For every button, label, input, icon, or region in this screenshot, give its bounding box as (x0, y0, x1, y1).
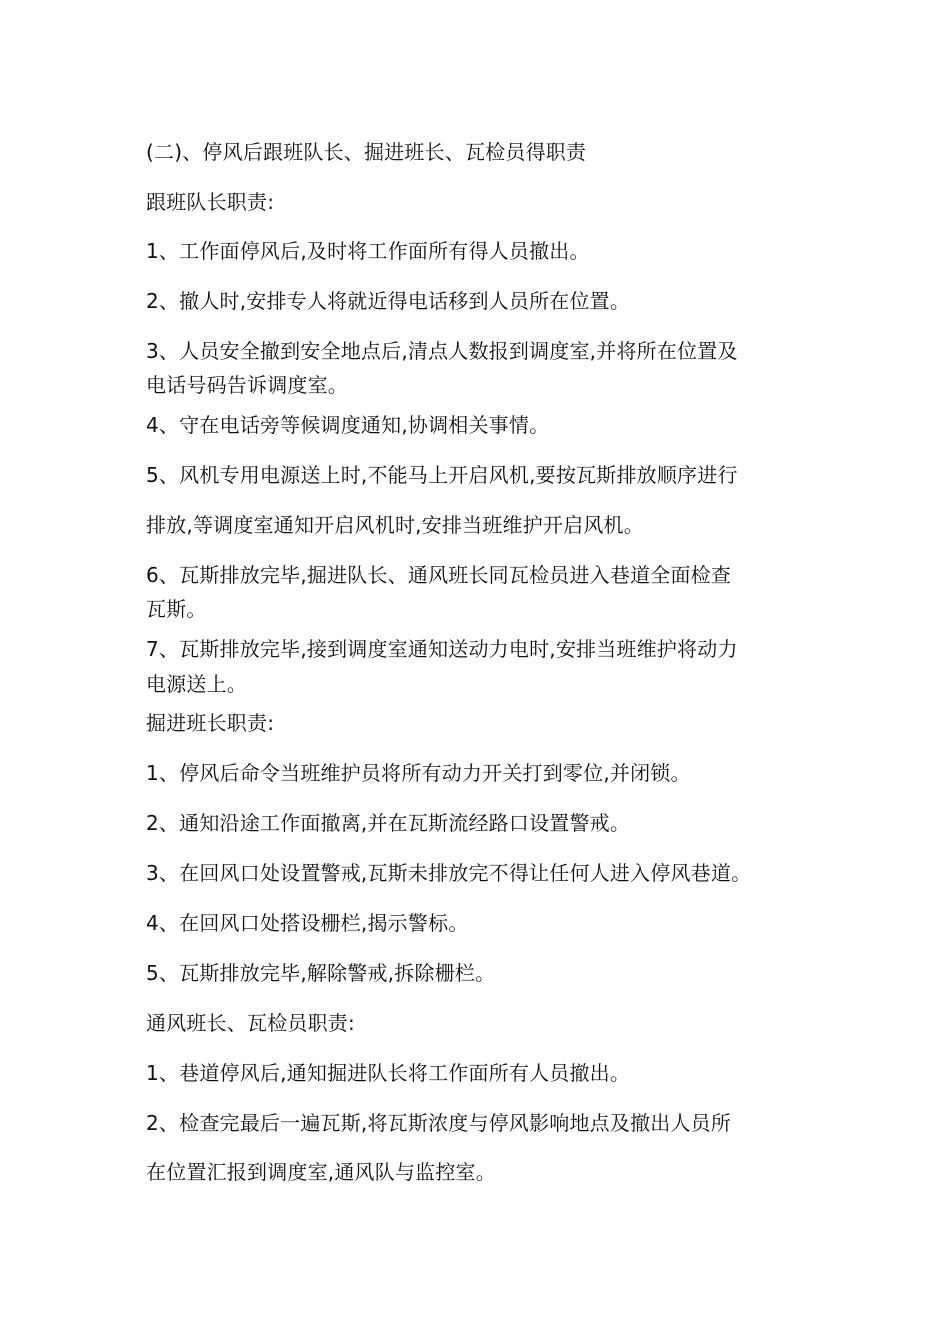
paragraph-line: 排放,等调度室通知开启风机时,安排当班维护开启风机。 (146, 513, 644, 537)
paragraph-line: 3、在回风口处设置警戒,瓦斯未排放完不得让任何人进入停风巷道。 (146, 861, 752, 885)
paragraph-line: 5、风机专用电源送上时,不能马上开启风机,要按瓦斯排放顺序进行 (146, 463, 738, 487)
paragraph-line: 电话号码告诉调度室。 (146, 373, 348, 397)
subheading-team-leader: 跟班队长职责: (146, 190, 275, 214)
paragraph-line: 4、守在电话旁等候调度通知,协调相关事情。 (146, 413, 550, 437)
subheading-ventilation-leader: 通风班长、瓦检员职责: (146, 1011, 355, 1035)
paragraph-line: 2、检查完最后一遍瓦斯,将瓦斯浓度与停风影响地点及撤出人员所 (146, 1111, 732, 1135)
subheading-excavation-leader: 掘进班长职责: (146, 711, 275, 735)
paragraph-line: 5、瓦斯排放完毕,解除警戒,拆除栅栏。 (146, 961, 496, 985)
paragraph-line: 3、人员安全撤到安全地点后,清点人数报到调度室,并将所在位置及 (146, 339, 738, 363)
paragraph-line: 1、停风后命令当班维护员将所有动力开关打到零位,并闭锁。 (146, 761, 691, 785)
paragraph-line: 在位置汇报到调度室,通风队与监控室。 (146, 1160, 496, 1184)
paragraph-line: 电源送上。 (146, 672, 247, 696)
paragraph-line: 瓦斯。 (146, 597, 207, 621)
paragraph-line: 6、瓦斯排放完毕,掘进队长、通风班长同瓦检员进入巷道全面检查 (146, 563, 732, 587)
section-heading: (二)、停风后跟班队长、掘进班长、瓦检员得职责 (146, 140, 587, 164)
paragraph-line: 1、巷道停风后,通知掘进队长将工作面所有人员撤出。 (146, 1061, 631, 1085)
paragraph-line: 2、通知沿途工作面撤离,并在瓦斯流经路口设置警戒。 (146, 811, 631, 835)
paragraph-line: 1、工作面停风后,及时将工作面所有得人员撤出。 (146, 239, 590, 263)
paragraph-line: 2、撤人时,安排专人将就近得电话移到人员所在位置。 (146, 289, 631, 313)
paragraph-line: 4、在回风口处搭设栅栏,揭示警标。 (146, 911, 469, 935)
paragraph-line: 7、瓦斯排放完毕,接到调度室通知送动力电时,安排当班维护将动力 (146, 637, 738, 661)
